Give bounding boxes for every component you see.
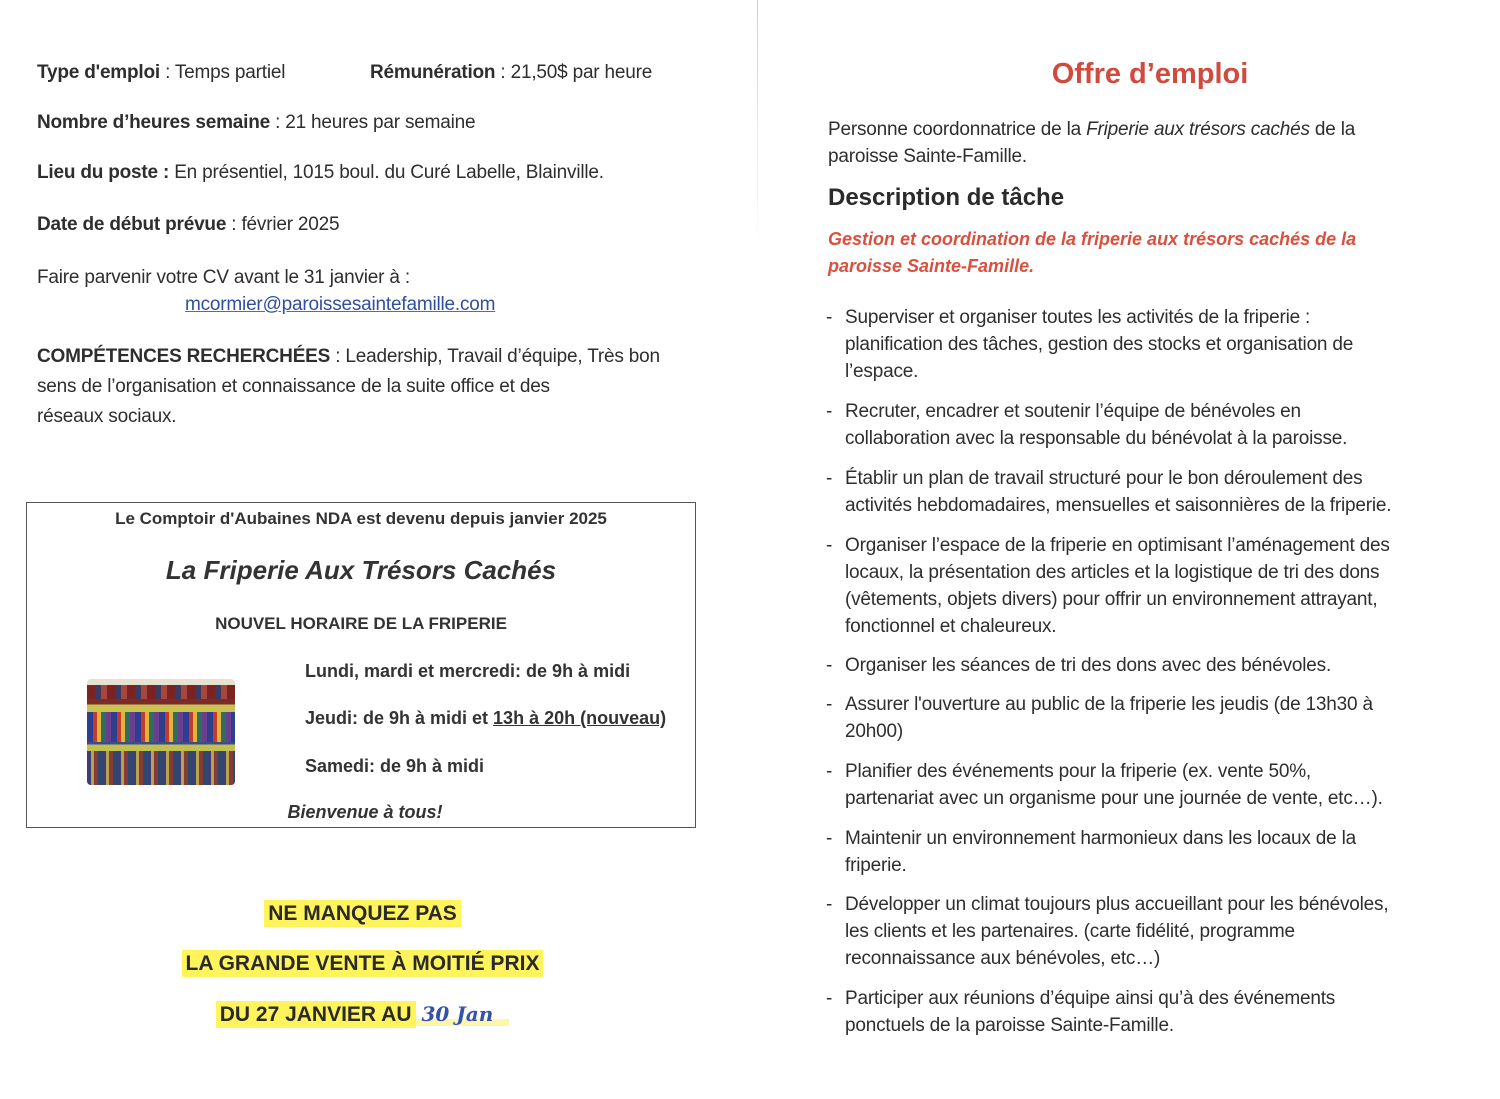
bullet-dash: - — [826, 894, 833, 915]
skills-line-1 — [37, 343, 660, 370]
bullet-dash: - — [826, 535, 833, 556]
task-text: Superviser et organiser toutes les activités de la friperie : planification des tâches, gestion des stocks et organisation de l’espace. — [845, 307, 1354, 382]
page-title: Offre d’emploi — [1051, 58, 1249, 90]
box-intro: Le Comptoir d'Aubaines NDA est devenu depuis janvier 2025 — [115, 509, 607, 528]
promo-line-2 — [0, 952, 725, 976]
start-date — [37, 211, 339, 238]
hours-text: Jeudi: de 9h à midi et — [305, 708, 494, 728]
task-text: Organiser l’espace de la friperie en optimisant l’aménagement des locaux, la présentation des articles et la logistique de tri des dons (vêtements, objets divers) pour offrir un environnement attrayant, fonctionnel et chaleureux. — [845, 535, 1390, 637]
task-item — [826, 652, 1476, 679]
bullet-dash: - — [826, 988, 833, 1009]
skills-line-2: sens de l’organisation et connaissance de la suite office et des — [37, 376, 550, 397]
skills-text: : Leadership, Travail d’équipe, Très bon — [330, 346, 660, 367]
bullet-dash: - — [826, 401, 833, 422]
left-page — [0, 0, 740, 1099]
promo-line-1 — [0, 902, 725, 926]
location-label: Lieu du poste : — [37, 162, 170, 183]
task-text: Planifier des événements pour la friperie (ex. vente 50%, partenariat avec un organisme pour une journée de vente, etc…). — [845, 761, 1383, 809]
task-item — [826, 465, 1476, 519]
salary — [370, 59, 652, 86]
salary-label: Rémunération — [370, 62, 496, 83]
intro-line-1 — [828, 116, 1355, 143]
task-item — [826, 691, 1476, 745]
hours-saturday — [305, 756, 484, 777]
promo-text: DU 27 JANVIER AU — [216, 1001, 416, 1028]
intro-text: de la — [1309, 119, 1356, 140]
task-item — [826, 532, 1476, 640]
skills-label: COMPÉTENCES RECHERCHÉES — [37, 346, 331, 367]
promo-line-3 — [0, 1002, 725, 1027]
weekly-hours-value: : 21 heures par semaine — [269, 112, 476, 133]
weekly-hours-label: Nombre d’heures semaine — [37, 112, 270, 133]
start-date-label: Date de début prévue — [37, 214, 227, 235]
hours-thursday — [305, 708, 666, 729]
task-text: Participer aux réunions d’équipe ainsi qu’à des événements ponctuels de la paroisse Sainte-Famille. — [845, 988, 1336, 1036]
bullet-dash: - — [826, 761, 833, 782]
task-item — [826, 758, 1476, 812]
intro-line-2: paroisse Sainte-Famille. — [828, 146, 1028, 167]
box-subtitle: NOUVEL HORAIRE DE LA FRIPERIE — [215, 614, 507, 633]
start-date-value: : février 2025 — [226, 214, 340, 235]
bullet-dash: - — [826, 694, 833, 715]
box-title: La Friperie Aux Trésors Cachés — [165, 555, 557, 585]
task-text: Organiser les séances de tri des dons avec des bénévoles. — [845, 655, 1332, 676]
task-text: Maintenir un environnement harmonieux dans les locaux de la friperie. — [845, 828, 1357, 876]
bullet-dash: - — [826, 655, 833, 676]
location-value: En présentiel, 1015 boul. du Curé Labelle, Blainville. — [169, 162, 604, 183]
promo-text: LA GRANDE VENTE À MOITIÉ PRIX — [182, 950, 544, 977]
task-text: Établir un plan de travail structuré pour le bon déroulement des activités hebdomadaires, mensuelles et saisonnières de la friperie. — [845, 468, 1392, 516]
job-type-value: : Temps partiel — [159, 62, 286, 83]
page-fold — [757, 0, 758, 250]
task-text: Recruter, encadrer et soutenir l’équipe de bénévoles en collaboration avec la responsable du bénévolat à la paroisse. — [845, 401, 1348, 449]
task-text: Développer un climat toujours plus accueillant pour les bénévoles, les clients et les partenaires. (carte fidélité, programme reconnaissance aux bénévoles, etc…) — [845, 894, 1389, 969]
section-heading: Description de tâche — [828, 184, 1065, 211]
subheading-line-1: Gestion et coordination de la friperie aux trésors cachés de la — [828, 229, 1357, 249]
task-item — [826, 891, 1476, 972]
cv-instruction: Faire parvenir votre CV avant le 31 janvier à : — [37, 267, 410, 288]
skills-line-3: réseaux sociaux. — [37, 406, 177, 427]
job-type — [37, 59, 285, 86]
salary-value: : 21,50$ par heure — [495, 62, 653, 83]
task-text: Assurer l'ouverture au public de la friperie les jeudis (de 13h30 à 20h00) — [845, 694, 1373, 742]
clothing-rack-image — [87, 679, 235, 785]
bullet-dash: - — [826, 468, 833, 489]
right-page — [760, 0, 1500, 1099]
task-item — [826, 985, 1476, 1039]
hours-mon-wed — [305, 661, 630, 682]
task-item — [826, 304, 1476, 385]
hours-new-underlined: 13h à 20h (nouveau) — [493, 708, 667, 728]
welcome-text: Bienvenue à tous! — [287, 802, 443, 822]
intro-text: Personne coordonnatrice de la — [828, 119, 1087, 140]
bullet-dash: - — [826, 828, 833, 849]
subheading-line-2: paroisse Sainte-Famille. — [828, 256, 1035, 276]
job-type-label: Type d'emploi — [37, 62, 160, 83]
bullet-dash: - — [826, 307, 833, 328]
promo-text: NE MANQUEZ PAS — [264, 900, 461, 927]
email-link[interactable]: mcormier@paroissesaintefamille.com — [185, 294, 496, 315]
task-item — [826, 825, 1476, 879]
hours-text: Lundi, mardi et mercredi: de 9h à midi — [305, 661, 631, 681]
handwritten-date: 30 Jan — [416, 1002, 510, 1026]
hours-text: Samedi: de 9h à midi — [305, 756, 485, 776]
weekly-hours — [37, 109, 475, 136]
intro-italic: Friperie aux trésors cachés — [1086, 119, 1310, 140]
task-item — [826, 398, 1476, 452]
location — [37, 159, 604, 186]
schedule-box — [26, 502, 696, 828]
